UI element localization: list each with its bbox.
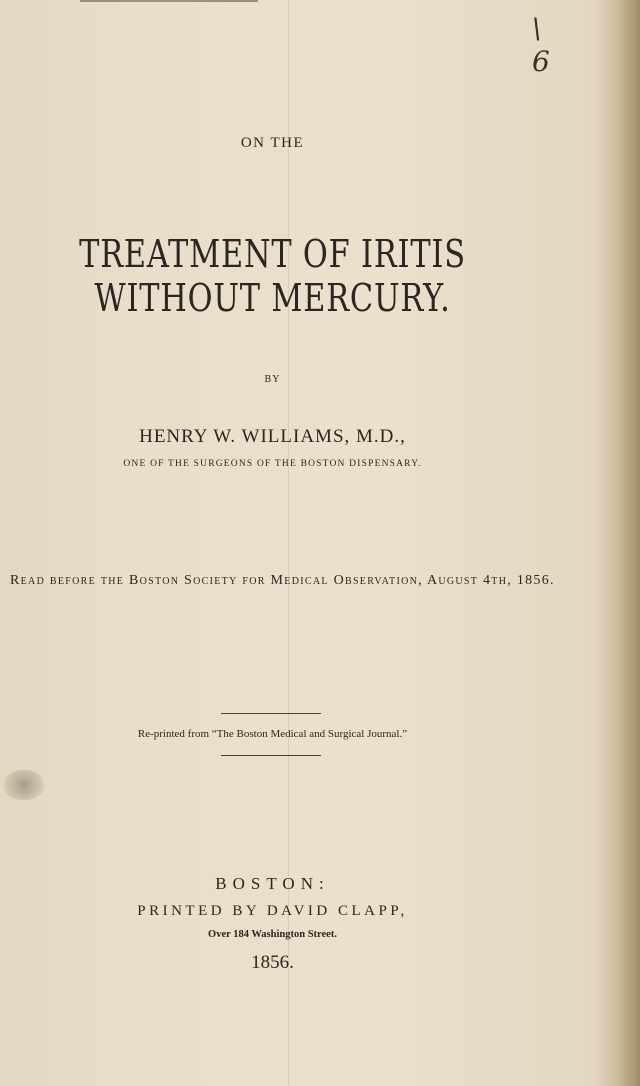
paper-fold-line [288,0,289,1086]
paper-stain [4,770,44,800]
handwritten-annotation: \ 6 [532,12,552,78]
on-the-label: ON THE [240,135,305,151]
by-label: BY [264,374,281,385]
page-edge-shadow [618,0,640,1086]
author-affiliation: ONE OF THE SURGEONS OF THE BOSTON DISPENSARY. [123,459,422,469]
imprint-address: Over 184 Washington Street. [208,929,337,940]
imprint-city: BOSTON: [215,874,330,893]
top-rule [80,0,258,2]
reprint-note: Re-printed from “The Boston Medical and Surgical Journal.” [137,728,408,740]
imprint-printer: PRINTED BY DAVID CLAPP, [137,903,408,919]
document-title: TREATMENT OF IRITIS WITHOUT MERCURY. [79,232,466,320]
author-name: HENRY W. WILLIAMS, M.D., [139,426,406,447]
imprint-year: 1856. [251,952,294,973]
read-before-note: Read before the Boston Society for Medical Observation, August 4th, 1856. [10,573,555,588]
divider-rule-bottom [221,755,321,756]
divider-rule-top [221,713,321,714]
